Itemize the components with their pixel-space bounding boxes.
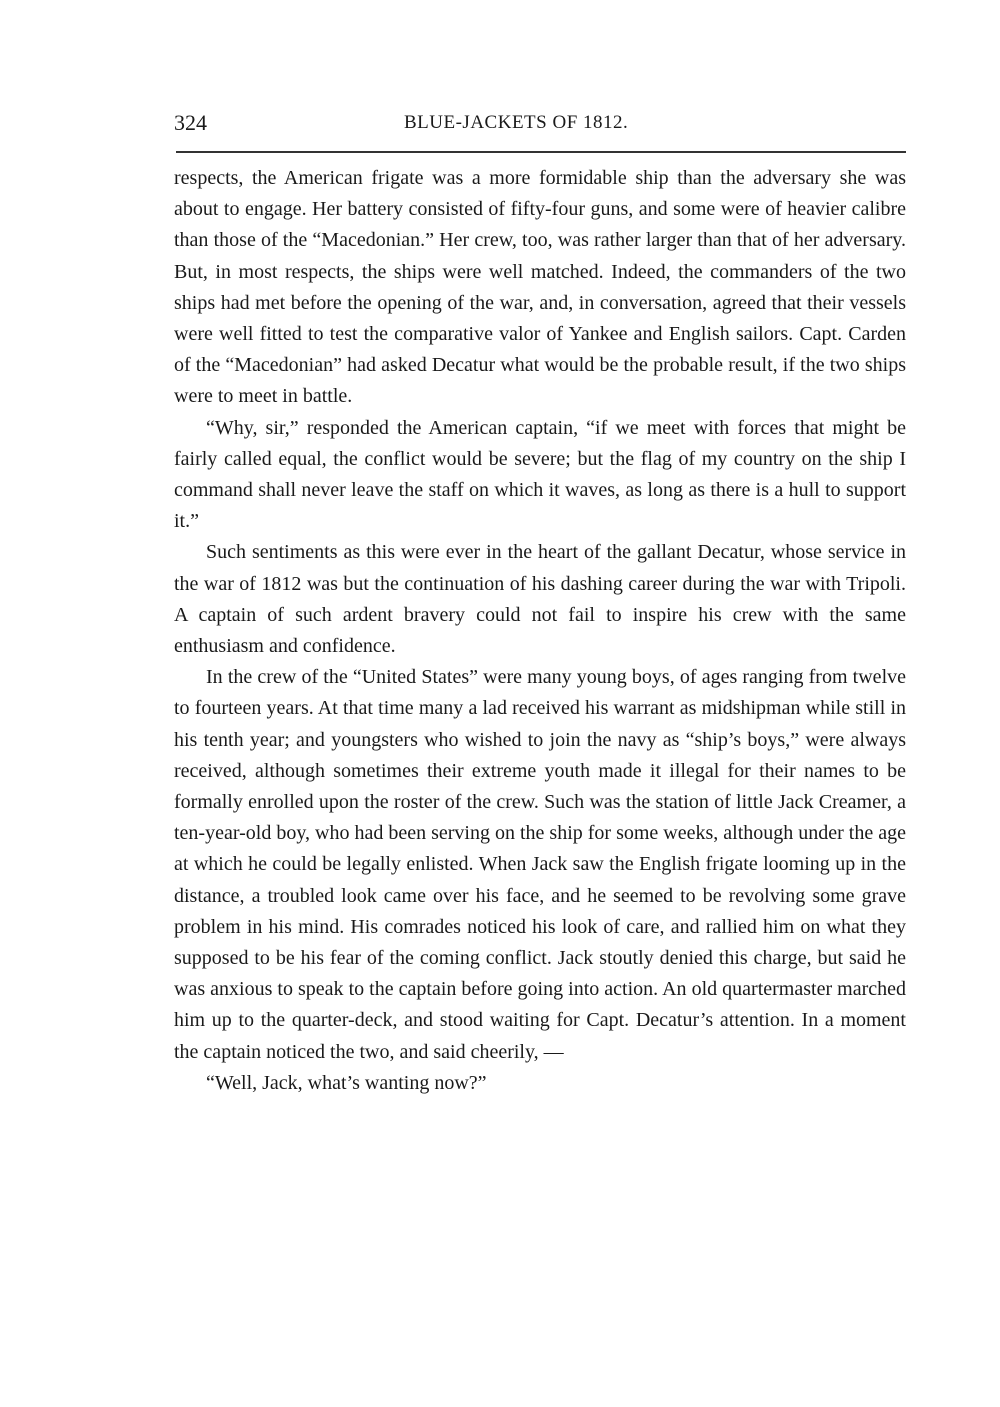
page-header [174,104,906,144]
paragraph-continued: respects, the American frigate was a more formidable ship than the adversary she was about to engage. Her battery consisted of fifty-four guns, and some were of heavier calibre than those of the “Macedonian.” Her crew, too, was rather larger than that of her adversary. But, in most respects, the ships were well matched. Indeed, the commanders of the two ships had met before the opening of the war, and, in conversation, agreed that their vessels were well fitted to test the comparative valor of Yankee and English sailors. Capt. Carden of the “Macedonian” had asked Decatur what would be the probable result, if the two ships were to meet in battle. [174,167,906,408]
paragraph-decatur-reply: “Why, sir,” responded the American captain, “if we meet with forces that might be fairly called equal, the conflict would be severe; but the flag of my country on the ship I command shall never leave the staff on which it waves, as long as there is a hull to support it.” [174,416,906,533]
paragraph-sentiments: Such sentiments as this were ever in the heart of the gallant Decatur, whose service in the war of 1812 was but the continuation of his dashing career during the war with Tripoli. A captain of such ardent bravery could not fail to inspire his crew with the same enthusiasm and confidence. [174,541,906,658]
body-text [174,163,906,1099]
header-rule [176,151,906,153]
running-title: BLUE-JACKETS OF 1812. [404,112,629,133]
paragraph-dialogue: “Well, Jack, what’s wanting now?” [206,1071,487,1094]
page-number: 324 [174,110,207,135]
paragraph-jack-creamer: In the crew of the “United States” were many young boys, of ages ranging from twelve to fourteen years. At that time many a lad received his warrant as midshipman while still in his tenth year; and youngsters who wished to join the navy as “ship’s boys,” were always received, although sometimes their extreme youth made it illegal for their names to be formally enrolled upon the roster of the crew. Such was the station of little Jack Creamer, a ten-year-old boy, who had been serving on the ship for some weeks, although under the age at which he could be legally enlisted. When Jack saw the English frigate looming up in the distance, a troubled look came over his face, and he seemed to be revolving some grave problem in his mind. His comrades noticed his look of care, and rallied him on what they supposed to be his fear of the coming conflict. Jack stoutly denied this charge, but said he was anxious to speak to the captain before going into action. An old quartermaster marched him up to the quarter-deck, and stood waiting for Capt. Decatur’s attention. In a moment the captain noticed the two, and said cheerily, — [174,666,906,1063]
